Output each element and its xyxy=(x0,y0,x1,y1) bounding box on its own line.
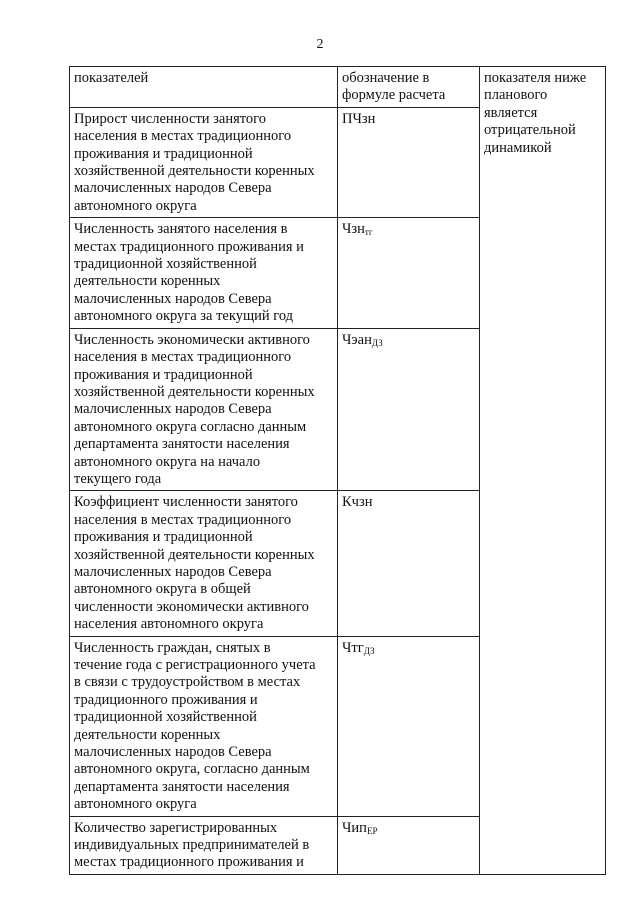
page-number: 2 xyxy=(316,37,324,52)
formula-symbol-text xyxy=(342,494,372,511)
indicators-table xyxy=(69,66,606,875)
formula-symbol xyxy=(338,491,480,636)
symbol-subscript: ДЗ xyxy=(371,337,383,348)
header-formula-symbol xyxy=(338,67,480,108)
header-formula-symbol-text: обозначение в формуле расчета xyxy=(342,70,446,104)
symbol-base: ПЧзн xyxy=(342,110,376,127)
formula-symbol xyxy=(338,636,480,816)
formula-symbol-text xyxy=(342,820,377,837)
symbol-base: Чзн xyxy=(342,221,365,238)
symbol-subscript: тг xyxy=(364,227,373,238)
indicator-description-text: Коэффициент численности занятого населения в местах традиционного проживания и традиционной хозяйственной деятельности коренных малочисленных народов Севера автономного округа в общей численности экономически активного населения автономного округа xyxy=(74,494,315,633)
indicator-description xyxy=(70,816,338,874)
header-indicator-name-text: показателей xyxy=(74,70,149,86)
symbol-subscript: ЕР xyxy=(366,825,378,836)
formula-symbol xyxy=(338,816,480,874)
indicator-description-text: Прирост численности занятого населения в местах традиционного проживания и традиционной хозяйственной деятельности коренных малочисленных народов Севера автономного округа xyxy=(74,110,315,214)
formula-symbol-text xyxy=(342,221,373,238)
indicator-description xyxy=(70,218,338,328)
header-negative-dynamics xyxy=(480,67,606,875)
indicator-description xyxy=(70,107,338,217)
indicator-description-text: Численность занятого населения в местах традиционного проживания и традиционной хозяйственной деятельности коренных малочисленных народов Севера автономного округа за текущий год xyxy=(74,221,304,325)
indicator-description-text: Численность граждан, снятых в течение года с регистрационного учета в связи с трудоустройством в местах традиционного проживания и традиционной хозяйственной деятельности коренных малочисленных народов Севера автономного округа, согласно данным департамента занятости населения автономного округа xyxy=(74,639,316,813)
formula-symbol xyxy=(338,107,480,217)
indicator-description xyxy=(70,636,338,816)
symbol-base: Чэан xyxy=(342,331,372,348)
symbol-base: Чтг xyxy=(342,639,364,656)
formula-symbol xyxy=(338,328,480,491)
indicator-description-text: Количество зарегистрированных индивидуальных предпринимателей в местах традиционного проживания и xyxy=(74,819,310,871)
symbol-subscript: ДЗ xyxy=(363,645,375,656)
formula-symbol xyxy=(338,218,480,328)
symbol-base: Чип xyxy=(342,819,367,836)
formula-symbol-text xyxy=(342,640,375,657)
table-header-row xyxy=(70,67,606,108)
formula-symbol-text xyxy=(342,332,383,349)
indicator-description xyxy=(70,491,338,636)
indicator-description-text: Численность экономически активного населения в местах традиционного проживания и традиционной хозяйственной деятельности коренных малочисленных народов Севера автономного округа согласно данным департамента занятости населения автономного округа на начало текущего года xyxy=(74,331,315,487)
header-indicator-name xyxy=(70,67,338,108)
formula-symbol-text xyxy=(342,111,375,128)
header-negative-dynamics-text: показателя ниже планового является отрицательной динамикой xyxy=(484,70,587,156)
indicator-description xyxy=(70,328,338,491)
symbol-base: Кчзн xyxy=(342,494,373,511)
